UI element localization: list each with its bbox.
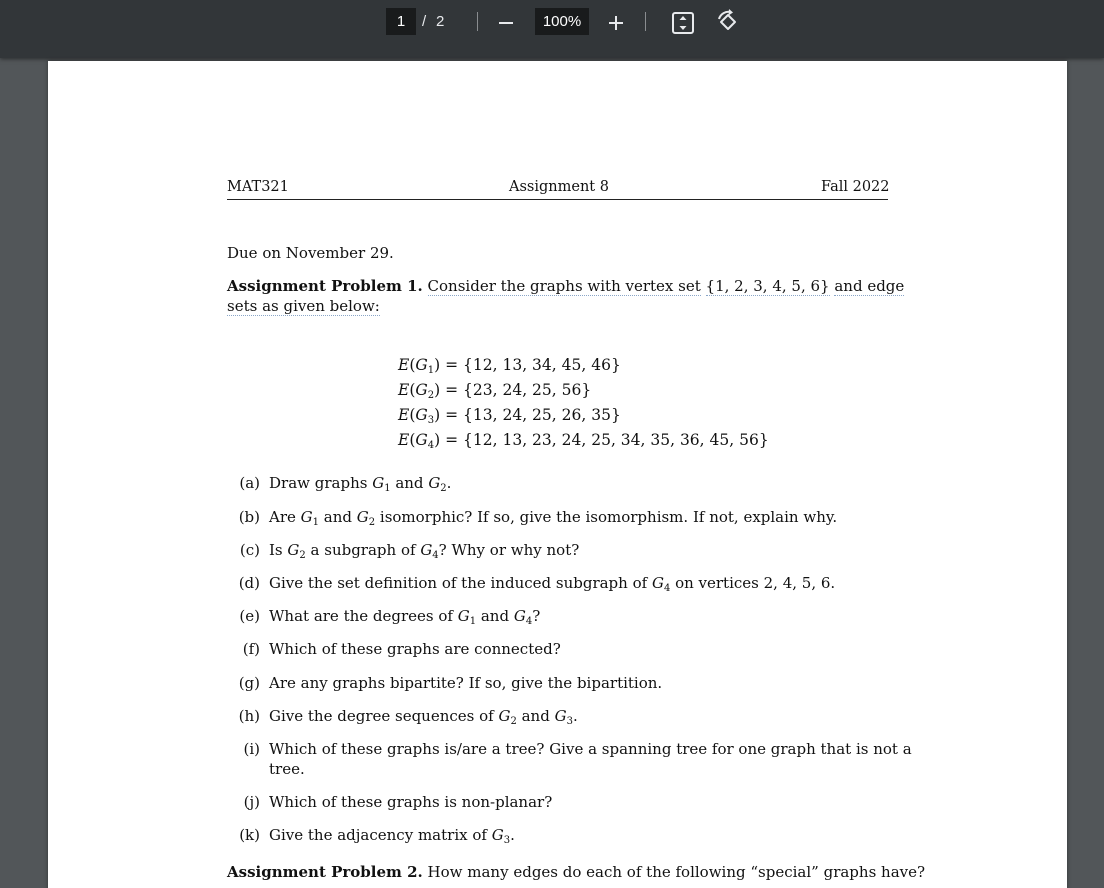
edge-set-g3: $E(G_3) = \{13$, 24, 25, 26, 35} — [398, 406, 621, 426]
question-c: (c) Is $G_2$ a subgraph of $G_4$? Why or why not? — [239, 541, 580, 561]
zoom-out-button[interactable] — [494, 6, 518, 36]
problem-1-text: Consider the graphs with vertex set — [427, 277, 701, 295]
problem-1-label: Assignment Problem 1. — [227, 277, 423, 295]
due-date: Due on November 29. — [227, 244, 394, 262]
header-title: Assignment 8 — [509, 179, 609, 195]
header-rule — [227, 199, 888, 200]
pdf-page — [48, 61, 1067, 888]
problem-1-intro — [227, 276, 905, 296]
question-g: (g) Are any graphs bipartite? If so, give the bipartition. — [238, 674, 663, 692]
edge-set-g2: $E(G_2) = \{23$, 24, 25, 56} — [398, 381, 592, 401]
page-separator: / — [422, 13, 427, 30]
problem-2 — [227, 862, 925, 882]
fit-to-page-icon[interactable] — [670, 10, 696, 36]
zoom-level-input[interactable]: 100% — [535, 8, 589, 35]
question-i: (i) Which of these graphs is/are a tree? Give a spanning tree for one graph that is not a — [243, 740, 912, 758]
rotate-icon[interactable] — [714, 8, 742, 36]
toolbar-divider — [477, 12, 478, 31]
question-f: (f) Which of these graphs are connected? — [242, 640, 561, 658]
problem-2-label: Assignment Problem 2. — [227, 863, 423, 881]
edge-set-g4: $E(G_4) = \{12$, 13, 23, 24, 25, 34, 35, 36, 45, 56} — [398, 431, 769, 451]
page-number-input[interactable]: 1 — [386, 8, 416, 35]
question-d: (d) Give the set definition of the induced subgraph of $G_4$ on vertices 2, 4, 5, 6. — [238, 574, 836, 594]
question-e: (e) What are the degrees of $G_1$ and $G_4$? — [239, 607, 541, 627]
problem-1-intro-line2 — [227, 296, 380, 316]
zoom-in-button[interactable] — [604, 6, 628, 36]
question-k: (k) Give the adjacency matrix of $G_3$. — [239, 826, 515, 846]
page-total: 2 — [436, 13, 445, 30]
problem-1-text-b: and edge — [834, 277, 905, 295]
toolbar-divider — [645, 12, 646, 31]
question-j: (j) Which of these graphs is non-planar? — [243, 793, 553, 811]
vertex-set: {1, 2, 3, 4, 5, 6} — [705, 277, 830, 295]
question-i-line2: tree. — [269, 760, 305, 778]
pdf-toolbar — [0, 0, 1104, 58]
question-a: (a) Draw graphs $G_1$ and $G_2$. — [239, 474, 452, 494]
problem-1-text-c: sets as given below: — [227, 297, 380, 315]
question-h: (h) Give the degree sequences of $G_2$ and $G_3$. — [238, 707, 578, 727]
header-term: Fall 2022 — [821, 179, 890, 195]
problem-2-text: How many edges do each of the following “special” graphs have? — [427, 863, 926, 881]
edge-set-g1: $E(G_1) = \{12$, 13, 34, 45, 46} — [398, 356, 621, 376]
header-course: MAT321 — [227, 179, 289, 195]
question-b: (b) Are $G_1$ and $G_2$ isomorphic? If so, give the isomorphism. If not, explain why. — [238, 508, 838, 528]
